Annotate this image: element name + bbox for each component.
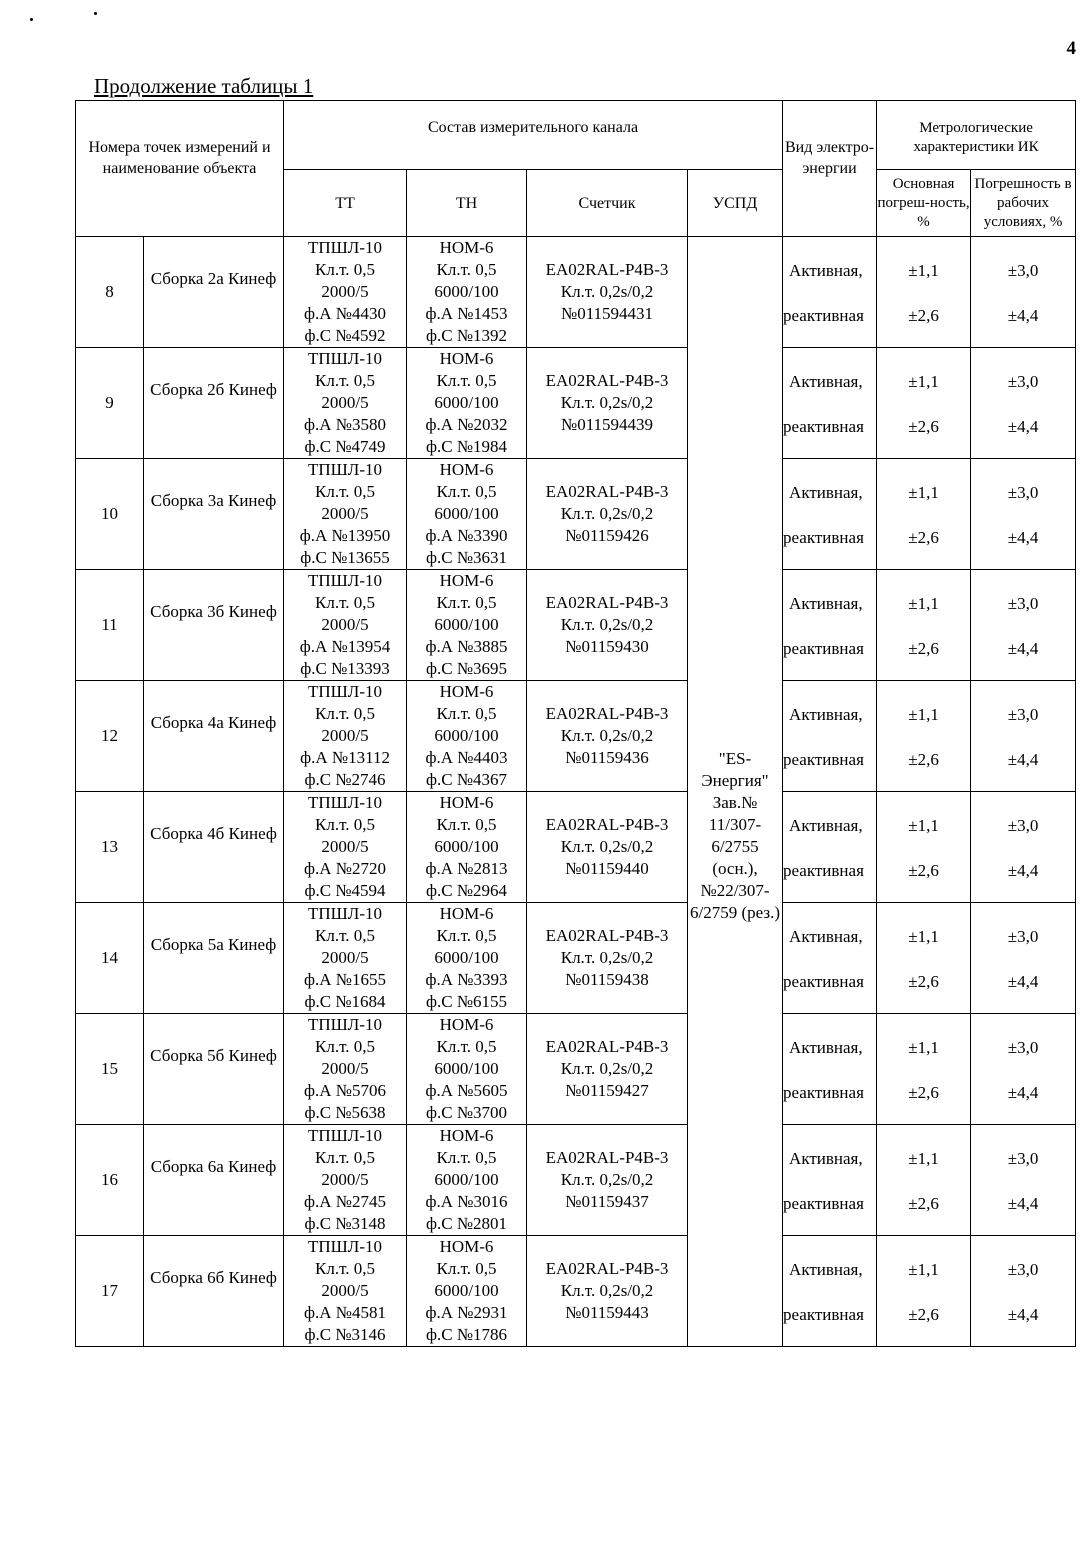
tt-spec xyxy=(284,570,407,681)
working-error xyxy=(971,459,1076,570)
working-error xyxy=(971,1125,1076,1236)
tn-line: НОМ-6 xyxy=(439,349,494,368)
meter-line: №01159440 xyxy=(565,859,649,878)
tn-line: Кл.т. 0,5 xyxy=(436,482,497,501)
header-points: Номера точек измерений и наименование объекта xyxy=(76,101,284,237)
tt-line: ф.А №13954 xyxy=(299,637,391,656)
working-error-reactive: ±4,4 xyxy=(1007,639,1039,658)
working-error xyxy=(971,570,1076,681)
tn-line: Кл.т. 0,5 xyxy=(436,926,497,945)
tt-line: ТПШЛ-10 xyxy=(308,1126,383,1145)
energy-reactive: реактивная xyxy=(783,528,864,547)
energy-reactive: реактивная xyxy=(783,1305,864,1324)
tn-line: Кл.т. 0,5 xyxy=(436,704,497,723)
tt-line: ф.С №3146 xyxy=(304,1325,386,1344)
tt-spec xyxy=(284,237,407,348)
table-row xyxy=(76,681,1076,792)
tn-line: ф.С №2801 xyxy=(425,1214,508,1233)
energy-kind xyxy=(783,903,877,1014)
tt-spec xyxy=(284,1236,407,1347)
row-number: 15 xyxy=(76,1014,144,1125)
energy-kind xyxy=(783,681,877,792)
basic-error-active: ±1,1 xyxy=(908,1149,939,1168)
scan-speck xyxy=(30,18,33,21)
meter-line: №01159443 xyxy=(565,1303,649,1322)
row-number: 10 xyxy=(76,459,144,570)
energy-active: Активная, xyxy=(789,261,863,280)
row-number: 14 xyxy=(76,903,144,1014)
meter-line: Кл.т. 0,2s/0,2 xyxy=(560,948,654,967)
tn-line: НОМ-6 xyxy=(439,793,494,812)
header-working-error: Погрешность в рабочих условиях, % xyxy=(971,170,1076,237)
working-error-active: ±3,0 xyxy=(1007,483,1039,502)
basic-error xyxy=(877,570,971,681)
tt-line: ф.А №2720 xyxy=(304,859,387,878)
working-error-active: ±3,0 xyxy=(1007,816,1039,835)
object-name: Сборка 5а Кинеф xyxy=(144,903,284,1014)
meter-line: №011594431 xyxy=(560,304,654,323)
tn-line: ф.С №3700 xyxy=(425,1103,508,1122)
basic-error-active: ±1,1 xyxy=(908,927,939,946)
basic-error xyxy=(877,1014,971,1125)
tn-spec xyxy=(407,1236,527,1347)
tt-line: Кл.т. 0,5 xyxy=(315,593,375,612)
working-error-reactive: ±4,4 xyxy=(1007,417,1039,436)
tt-line: 2000/5 xyxy=(321,504,369,523)
header-metrology: Метрологические характеристики ИК xyxy=(877,101,1076,170)
tt-spec xyxy=(284,681,407,792)
energy-reactive: реактивная xyxy=(783,750,864,769)
working-error-reactive: ±4,4 xyxy=(1007,528,1039,547)
energy-reactive: реактивная xyxy=(783,1194,864,1213)
working-error-active: ±3,0 xyxy=(1007,261,1039,280)
working-error-reactive: ±4,4 xyxy=(1007,306,1039,325)
tt-line: Кл.т. 0,5 xyxy=(315,260,375,279)
working-error xyxy=(971,237,1076,348)
table-row xyxy=(76,237,1076,348)
working-error-active: ±3,0 xyxy=(1007,927,1039,946)
header-basic-error: Основная погреш-ность, % xyxy=(877,170,971,237)
tt-line: 2000/5 xyxy=(321,1170,369,1189)
meter-line: Кл.т. 0,2s/0,2 xyxy=(560,393,654,412)
basic-error xyxy=(877,459,971,570)
working-error-active: ±3,0 xyxy=(1007,705,1039,724)
meter-spec xyxy=(527,1014,688,1125)
working-error-reactive: ±4,4 xyxy=(1007,750,1039,769)
tn-line: 6000/100 xyxy=(434,1281,499,1300)
tn-line: НОМ-6 xyxy=(439,1126,494,1145)
meter-line: EA02RAL-P4B-3 xyxy=(545,371,669,390)
tt-line: Кл.т. 0,5 xyxy=(315,1259,375,1278)
basic-error-active: ±1,1 xyxy=(908,594,939,613)
energy-active: Активная, xyxy=(789,816,863,835)
working-error-reactive: ±4,4 xyxy=(1007,861,1039,880)
meter-line: EA02RAL-P4B-3 xyxy=(545,593,669,612)
tt-line: ф.А №13950 xyxy=(299,526,391,545)
energy-kind xyxy=(783,1125,877,1236)
table-row xyxy=(76,1236,1076,1347)
tt-spec xyxy=(284,903,407,1014)
basic-error xyxy=(877,903,971,1014)
tt-spec xyxy=(284,459,407,570)
tt-line: ф.С №4594 xyxy=(304,881,386,900)
tt-line: Кл.т. 0,5 xyxy=(315,704,375,723)
energy-kind xyxy=(783,348,877,459)
row-number: 8 xyxy=(76,237,144,348)
tn-line: 6000/100 xyxy=(434,1170,499,1189)
basic-error-reactive: ±2,6 xyxy=(908,417,939,436)
header-meter: Счетчик xyxy=(527,170,688,237)
tn-line: НОМ-6 xyxy=(439,1015,494,1034)
table-row xyxy=(76,1125,1076,1236)
tt-line: 2000/5 xyxy=(321,615,369,634)
tn-line: 6000/100 xyxy=(434,726,499,745)
basic-error-reactive: ±2,6 xyxy=(908,861,939,880)
tt-line: ф.А №2745 xyxy=(304,1192,387,1211)
working-error-active: ±3,0 xyxy=(1007,1149,1039,1168)
tt-line: ф.А №4581 xyxy=(304,1303,387,1322)
tn-line: ф.С №1392 xyxy=(425,326,508,345)
tt-spec xyxy=(284,348,407,459)
tn-line: 6000/100 xyxy=(434,393,499,412)
table-caption: Продолжение таблицы 1 xyxy=(94,74,314,98)
tt-line: ТПШЛ-10 xyxy=(308,571,383,590)
basic-error-reactive: ±2,6 xyxy=(908,639,939,658)
tn-line: ф.А №2032 xyxy=(425,415,508,434)
row-number: 9 xyxy=(76,348,144,459)
tn-spec xyxy=(407,237,527,348)
tt-line: ф.С №4592 xyxy=(304,326,386,345)
working-error-active: ±3,0 xyxy=(1007,1038,1039,1057)
meter-line: EA02RAL-P4B-3 xyxy=(545,1037,669,1056)
tn-line: ф.С №3695 xyxy=(425,659,508,678)
energy-reactive: реактивная xyxy=(783,306,864,325)
tt-line: ф.А №1655 xyxy=(304,970,387,989)
tt-line: 2000/5 xyxy=(321,393,369,412)
row-number: 13 xyxy=(76,792,144,903)
uspd-spec: "ES-Энергия" Зав.№ 11/307-6/2755 (осн.), №22/307-6/2759 (рез.) xyxy=(688,237,783,1347)
meter-line: Кл.т. 0,2s/0,2 xyxy=(560,837,654,856)
energy-active: Активная, xyxy=(789,372,863,391)
basic-error-active: ±1,1 xyxy=(908,816,939,835)
tn-spec xyxy=(407,792,527,903)
working-error xyxy=(971,1014,1076,1125)
energy-reactive: реактивная xyxy=(783,972,864,991)
meter-line: Кл.т. 0,2s/0,2 xyxy=(560,726,654,745)
tn-line: НОМ-6 xyxy=(439,238,494,257)
object-name: Сборка 2а Кинеф xyxy=(144,237,284,348)
tt-line: 2000/5 xyxy=(321,282,369,301)
table-row xyxy=(76,1014,1076,1125)
meter-line: EA02RAL-P4B-3 xyxy=(545,926,669,945)
basic-error-reactive: ±2,6 xyxy=(908,1194,939,1213)
tt-line: ф.С №5638 xyxy=(304,1103,386,1122)
tn-line: ф.А №5605 xyxy=(425,1081,508,1100)
basic-error xyxy=(877,681,971,792)
basic-error-active: ±1,1 xyxy=(908,1260,939,1279)
tn-line: НОМ-6 xyxy=(439,1237,494,1256)
basic-error-reactive: ±2,6 xyxy=(908,1083,939,1102)
basic-error xyxy=(877,792,971,903)
energy-kind xyxy=(783,1236,877,1347)
meter-spec xyxy=(527,237,688,348)
meter-spec xyxy=(527,681,688,792)
tn-spec xyxy=(407,459,527,570)
basic-error xyxy=(877,237,971,348)
tt-line: Кл.т. 0,5 xyxy=(315,815,375,834)
tn-spec xyxy=(407,570,527,681)
working-error xyxy=(971,348,1076,459)
tt-line: 2000/5 xyxy=(321,837,369,856)
meter-line: EA02RAL-P4B-3 xyxy=(545,704,669,723)
tn-line: ф.А №3016 xyxy=(425,1192,508,1211)
basic-error xyxy=(877,1125,971,1236)
tt-line: Кл.т. 0,5 xyxy=(315,371,375,390)
meter-spec xyxy=(527,1125,688,1236)
tt-line: ТПШЛ-10 xyxy=(308,238,383,257)
tt-line: Кл.т. 0,5 xyxy=(315,1148,375,1167)
meter-line: EA02RAL-P4B-3 xyxy=(545,260,669,279)
meter-line: №01159438 xyxy=(565,970,649,989)
tn-spec xyxy=(407,1125,527,1236)
energy-kind xyxy=(783,792,877,903)
basic-error-reactive: ±2,6 xyxy=(908,528,939,547)
tn-line: Кл.т. 0,5 xyxy=(436,1259,497,1278)
energy-kind xyxy=(783,459,877,570)
object-name: Сборка 4б Кинеф xyxy=(144,792,284,903)
meter-line: №01159437 xyxy=(565,1192,649,1211)
meter-line: №01159427 xyxy=(565,1081,649,1100)
meter-line: EA02RAL-P4B-3 xyxy=(545,815,669,834)
object-name: Сборка 3б Кинеф xyxy=(144,570,284,681)
tn-line: ф.А №2931 xyxy=(425,1303,508,1322)
working-error xyxy=(971,792,1076,903)
tn-line: ф.А №3885 xyxy=(425,637,508,656)
tn-line: 6000/100 xyxy=(434,615,499,634)
header-tt: ТТ xyxy=(284,170,407,237)
meter-line: Кл.т. 0,2s/0,2 xyxy=(560,1281,654,1300)
tt-line: 2000/5 xyxy=(321,1281,369,1300)
tt-line: ТПШЛ-10 xyxy=(308,904,383,923)
energy-reactive: реактивная xyxy=(783,417,864,436)
tt-line: ТПШЛ-10 xyxy=(308,793,383,812)
meter-line: Кл.т. 0,2s/0,2 xyxy=(560,282,654,301)
basic-error-active: ±1,1 xyxy=(908,261,939,280)
working-error-active: ±3,0 xyxy=(1007,594,1039,613)
meter-line: Кл.т. 0,2s/0,2 xyxy=(560,1059,654,1078)
tt-line: ф.С №2746 xyxy=(304,770,386,789)
tt-line: ф.А №5706 xyxy=(304,1081,387,1100)
meter-line: EA02RAL-P4B-3 xyxy=(545,482,669,501)
tt-line: ф.А №3580 xyxy=(304,415,387,434)
meter-line: EA02RAL-P4B-3 xyxy=(545,1259,669,1278)
tt-line: ТПШЛ-10 xyxy=(308,1015,383,1034)
object-name: Сборка 6а Кинеф xyxy=(144,1125,284,1236)
tn-line: Кл.т. 0,5 xyxy=(436,371,497,390)
energy-reactive: реактивная xyxy=(783,861,864,880)
tt-line: ф.А №13112 xyxy=(300,748,390,767)
tn-line: ф.А №4403 xyxy=(425,748,508,767)
meter-line: №011594439 xyxy=(560,415,654,434)
row-number: 16 xyxy=(76,1125,144,1236)
meter-spec xyxy=(527,1236,688,1347)
working-error-reactive: ±4,4 xyxy=(1007,1194,1039,1213)
tt-line: Кл.т. 0,5 xyxy=(315,482,375,501)
tt-line: ф.С №3148 xyxy=(304,1214,386,1233)
tn-line: Кл.т. 0,5 xyxy=(436,593,497,612)
meter-spec xyxy=(527,903,688,1014)
energy-kind xyxy=(783,237,877,348)
basic-error-active: ±1,1 xyxy=(908,1038,939,1057)
tn-line: ф.С №3631 xyxy=(425,548,508,567)
object-name: Сборка 4а Кинеф xyxy=(144,681,284,792)
meter-line: №01159430 xyxy=(565,637,649,656)
basic-error-active: ±1,1 xyxy=(908,483,939,502)
basic-error-reactive: ±2,6 xyxy=(908,306,939,325)
tn-line: 6000/100 xyxy=(434,504,499,523)
tn-line: 6000/100 xyxy=(434,1059,499,1078)
meter-line: EA02RAL-P4B-3 xyxy=(545,1148,669,1167)
tn-line: ф.С №1984 xyxy=(425,437,508,456)
tn-line: НОМ-6 xyxy=(439,682,494,701)
tt-line: ТПШЛ-10 xyxy=(308,682,383,701)
basic-error xyxy=(877,348,971,459)
tt-line: ф.А №4430 xyxy=(304,304,387,323)
working-error xyxy=(971,903,1076,1014)
tn-line: ф.А №1453 xyxy=(425,304,508,323)
basic-error xyxy=(877,1236,971,1347)
header-tn: ТН xyxy=(407,170,527,237)
meter-line: Кл.т. 0,2s/0,2 xyxy=(560,615,654,634)
header-energy-kind: Вид электро-энергии xyxy=(783,101,877,237)
row-number: 17 xyxy=(76,1236,144,1347)
row-number: 12 xyxy=(76,681,144,792)
working-error-reactive: ±4,4 xyxy=(1007,1083,1039,1102)
basic-error-reactive: ±2,6 xyxy=(908,750,939,769)
tn-spec xyxy=(407,348,527,459)
energy-reactive: реактивная xyxy=(783,639,864,658)
header-composition: Состав измерительного канала xyxy=(284,101,783,170)
tt-line: Кл.т. 0,5 xyxy=(315,1037,375,1056)
meter-spec xyxy=(527,459,688,570)
tn-line: НОМ-6 xyxy=(439,460,494,479)
energy-active: Активная, xyxy=(789,705,863,724)
energy-active: Активная, xyxy=(789,594,863,613)
energy-active: Активная, xyxy=(789,1149,863,1168)
energy-kind xyxy=(783,570,877,681)
table-row xyxy=(76,459,1076,570)
working-error-active: ±3,0 xyxy=(1007,372,1039,391)
basic-error-active: ±1,1 xyxy=(908,372,939,391)
basic-error-reactive: ±2,6 xyxy=(908,972,939,991)
energy-active: Активная, xyxy=(789,1038,863,1057)
tn-line: НОМ-6 xyxy=(439,904,494,923)
object-name: Сборка 5б Кинеф xyxy=(144,1014,284,1125)
measurement-channels-table xyxy=(75,100,1076,1347)
tn-line: 6000/100 xyxy=(434,837,499,856)
meter-line: №01159436 xyxy=(565,748,649,767)
tn-line: 6000/100 xyxy=(434,282,499,301)
tt-line: 2000/5 xyxy=(321,1059,369,1078)
object-name: Сборка 2б Кинеф xyxy=(144,348,284,459)
tt-line: ТПШЛ-10 xyxy=(308,460,383,479)
meter-line: Кл.т. 0,2s/0,2 xyxy=(560,504,654,523)
tn-line: ф.С №6155 xyxy=(425,992,508,1011)
working-error xyxy=(971,1236,1076,1347)
table-row xyxy=(76,570,1076,681)
tn-line: ф.А №2813 xyxy=(425,859,508,878)
meter-line: Кл.т. 0,2s/0,2 xyxy=(560,1170,654,1189)
tn-line: ф.С №2964 xyxy=(425,881,508,900)
table-body xyxy=(76,237,1076,1347)
page-number: 4 xyxy=(1066,38,1076,59)
energy-kind xyxy=(783,1014,877,1125)
working-error-active: ±3,0 xyxy=(1007,1260,1039,1279)
tt-line: ТПШЛ-10 xyxy=(308,1237,383,1256)
tt-line: ТПШЛ-10 xyxy=(308,349,383,368)
meter-spec xyxy=(527,348,688,459)
tt-spec xyxy=(284,1125,407,1236)
tn-line: Кл.т. 0,5 xyxy=(436,1037,497,1056)
object-name: Сборка 6б Кинеф xyxy=(144,1236,284,1347)
tt-line: ф.С №13655 xyxy=(300,548,390,567)
basic-error-active: ±1,1 xyxy=(908,705,939,724)
tt-spec xyxy=(284,1014,407,1125)
table-row xyxy=(76,792,1076,903)
tn-line: ф.А №3390 xyxy=(425,526,508,545)
working-error xyxy=(971,681,1076,792)
energy-reactive: реактивная xyxy=(783,1083,864,1102)
tn-line: ф.А №3393 xyxy=(425,970,508,989)
energy-active: Активная, xyxy=(789,927,863,946)
tn-line: ф.С №4367 xyxy=(425,770,508,789)
tn-line: Кл.т. 0,5 xyxy=(436,815,497,834)
row-number: 11 xyxy=(76,570,144,681)
tn-line: Кл.т. 0,5 xyxy=(436,260,497,279)
tt-line: 2000/5 xyxy=(321,726,369,745)
table-row xyxy=(76,348,1076,459)
tn-spec xyxy=(407,1014,527,1125)
tn-line: 6000/100 xyxy=(434,948,499,967)
energy-active: Активная, xyxy=(789,483,863,502)
tn-line: ф.С №1786 xyxy=(425,1325,508,1344)
tt-line: ф.С №4749 xyxy=(304,437,386,456)
tn-spec xyxy=(407,681,527,792)
tt-line: Кл.т. 0,5 xyxy=(315,926,375,945)
meter-spec xyxy=(527,570,688,681)
tt-spec xyxy=(284,792,407,903)
tt-line: ф.С №13393 xyxy=(300,659,390,678)
tt-line: 2000/5 xyxy=(321,948,369,967)
basic-error-reactive: ±2,6 xyxy=(908,1305,939,1324)
tn-line: НОМ-6 xyxy=(439,571,494,590)
working-error-reactive: ±4,4 xyxy=(1007,972,1039,991)
tn-spec xyxy=(407,903,527,1014)
tt-line: ф.С №1684 xyxy=(304,992,386,1011)
table-row xyxy=(76,903,1076,1014)
header-uspd: УСПД xyxy=(688,170,783,237)
object-name: Сборка 3а Кинеф xyxy=(144,459,284,570)
working-error-reactive: ±4,4 xyxy=(1007,1305,1039,1324)
tn-line: Кл.т. 0,5 xyxy=(436,1148,497,1167)
meter-spec xyxy=(527,792,688,903)
meter-line: №01159426 xyxy=(565,526,649,545)
scan-speck xyxy=(94,12,97,15)
energy-active: Активная, xyxy=(789,1260,863,1279)
